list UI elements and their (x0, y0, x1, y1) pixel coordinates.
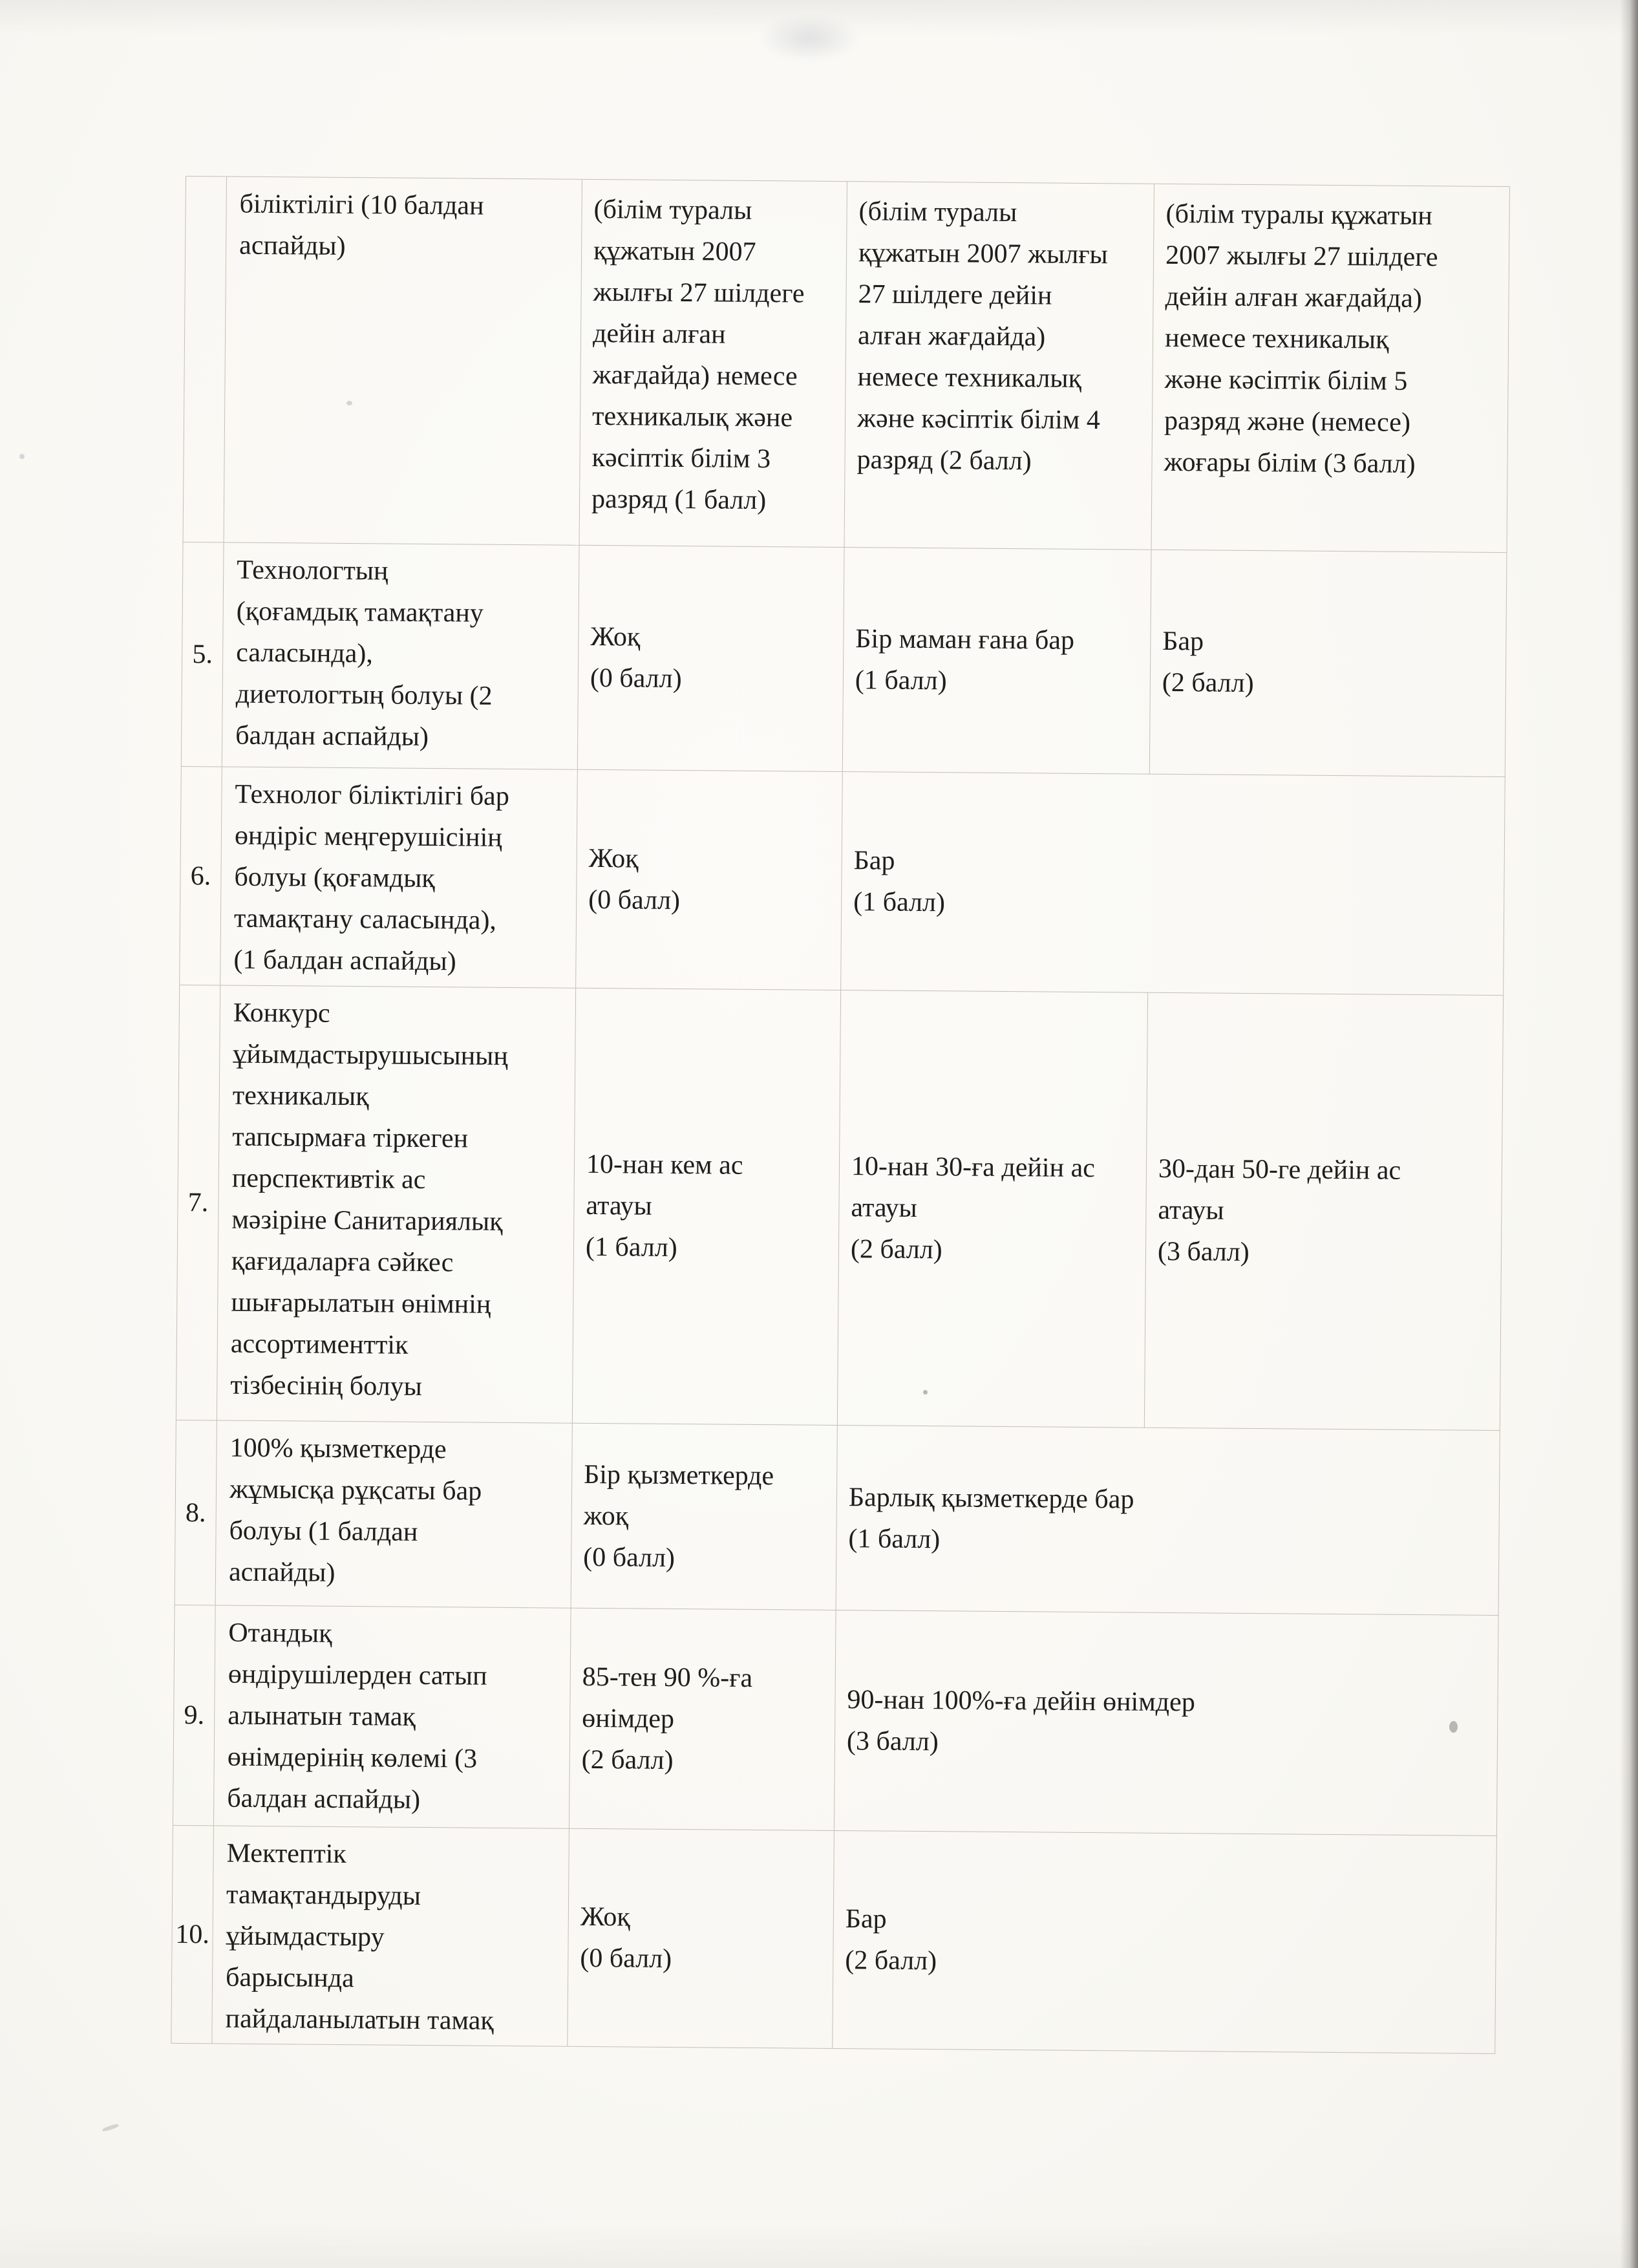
row-10-option-2-cell: Бар (2 балл) (833, 1831, 1497, 2054)
row-7-criterion-cell: Конкурс ұйымдастырушысының техникалық тапсырмаға тіркеген перспективтік ас мәзіріне Санитариялық қағидаларға сәйкес шығарылатын өнімнің ассортименттік тізбесінің болуы (217, 985, 576, 1423)
scan-speck (923, 1390, 928, 1395)
row-10-option-1-cell: Жоқ (0 балл) (568, 1829, 835, 2049)
row-7-option-2-cell: 10-нан 30-ға дейін ас атауы (2 балл) (838, 990, 1148, 1428)
row-4cont-option-3-cell: (білім туралы құжатын 2007 жылғы 27 шілдеге дейін алған жағдайда) немесе техникалық және кәсіптік білім 5 разряд және (немесе) жоғары білім (3 балл) (1152, 184, 1510, 553)
faded-page-number-smudge (758, 14, 861, 62)
row-4cont-number-cell (184, 177, 227, 542)
row-8-number-cell: 8. (175, 1420, 217, 1605)
row-10-number-cell: 10. (171, 1826, 214, 2044)
row-7-number-cell: 7. (176, 985, 220, 1420)
row-5-number-cell: 5. (182, 542, 224, 767)
row-7-option-3-cell: 30-дан 50-ге дейін ас атауы (3 балл) (1145, 993, 1504, 1431)
scan-speck (102, 2123, 120, 2132)
row-8-option-1-cell: Бір қызметкерде жоқ (0 балл) (571, 1424, 838, 1610)
row-6-criterion-cell: Технолог біліктілігі бар өндіріс меңгерушісінің болуы (қоғамдық тамақтану саласында), (1 балдан аспайды) (220, 767, 578, 988)
row-6-number-cell: 6. (180, 767, 222, 985)
row-9-criterion-cell: Отандық өндірушілерден сатып алынатын тамақ өнімдерінің көлемі (3 балдан аспайды) (214, 1605, 571, 1828)
row-9-number-cell: 9. (173, 1605, 216, 1826)
scan-speck (19, 454, 25, 459)
row-5-option-3-cell: Бар (2 балл) (1150, 550, 1507, 777)
row-7-option-1-cell: 10-нан кем ас атауы (1 балл) (573, 989, 841, 1426)
row-8-option-2-cell: Барлық қызметкерде бар (1 балл) (836, 1426, 1500, 1616)
row-5-option-1-cell: Жоқ (0 балл) (578, 546, 845, 772)
criteria-table (171, 176, 1510, 2054)
row-9-option-2-cell: 90-нан 100%-ға дейін өнімдер (3 балл) (835, 1610, 1499, 1836)
scan-speck (346, 401, 352, 405)
row-10-criterion-cell: Мектептік тамақтандыруды ұйымдастыру барысында пайдаланылатын тамақ (212, 1826, 569, 2046)
row-8-criterion-cell: 100% қызметкерде жұмысқа рұқсаты бар болуы (1 балдан аспайды) (216, 1420, 573, 1608)
scan-bottom-shadow (0, 2223, 1638, 2268)
row-9-option-1-cell: 85-тен 90 %-ға өнімдер (2 балл) (569, 1609, 836, 1831)
row-6-option-2-cell: Бар (1 балл) (841, 772, 1505, 996)
row-4cont-option-2-cell: (білім туралы құжатын 2007 жылғы 27 шілдеге дейін алған жағдайда) немесе техникалық және кәсіптік білім 4 разряд (2 балл) (845, 182, 1154, 550)
row-5-option-2-cell: Бір маман ғана бар (1 балл) (843, 548, 1152, 775)
scan-right-edge-shadow (1620, 0, 1638, 2268)
row-4cont-option-1-cell: (білім туралы құжатын 2007 жылғы 27 шілдеге дейін алған жағдайда) немесе техникалық және кәсіптік білім 3 разряд (1 балл) (580, 180, 847, 548)
scan-speck (1449, 1721, 1458, 1733)
row-4cont-criterion-cell: біліктілігі (10 балдан аспайды) (224, 177, 582, 546)
row-6-option-1-cell: Жоқ (0 балл) (576, 770, 843, 990)
row-5-criterion-cell: Технологтың (қоғамдық тамақтану саласында), диетологтың болуы (2 балдан аспайды) (222, 542, 580, 769)
